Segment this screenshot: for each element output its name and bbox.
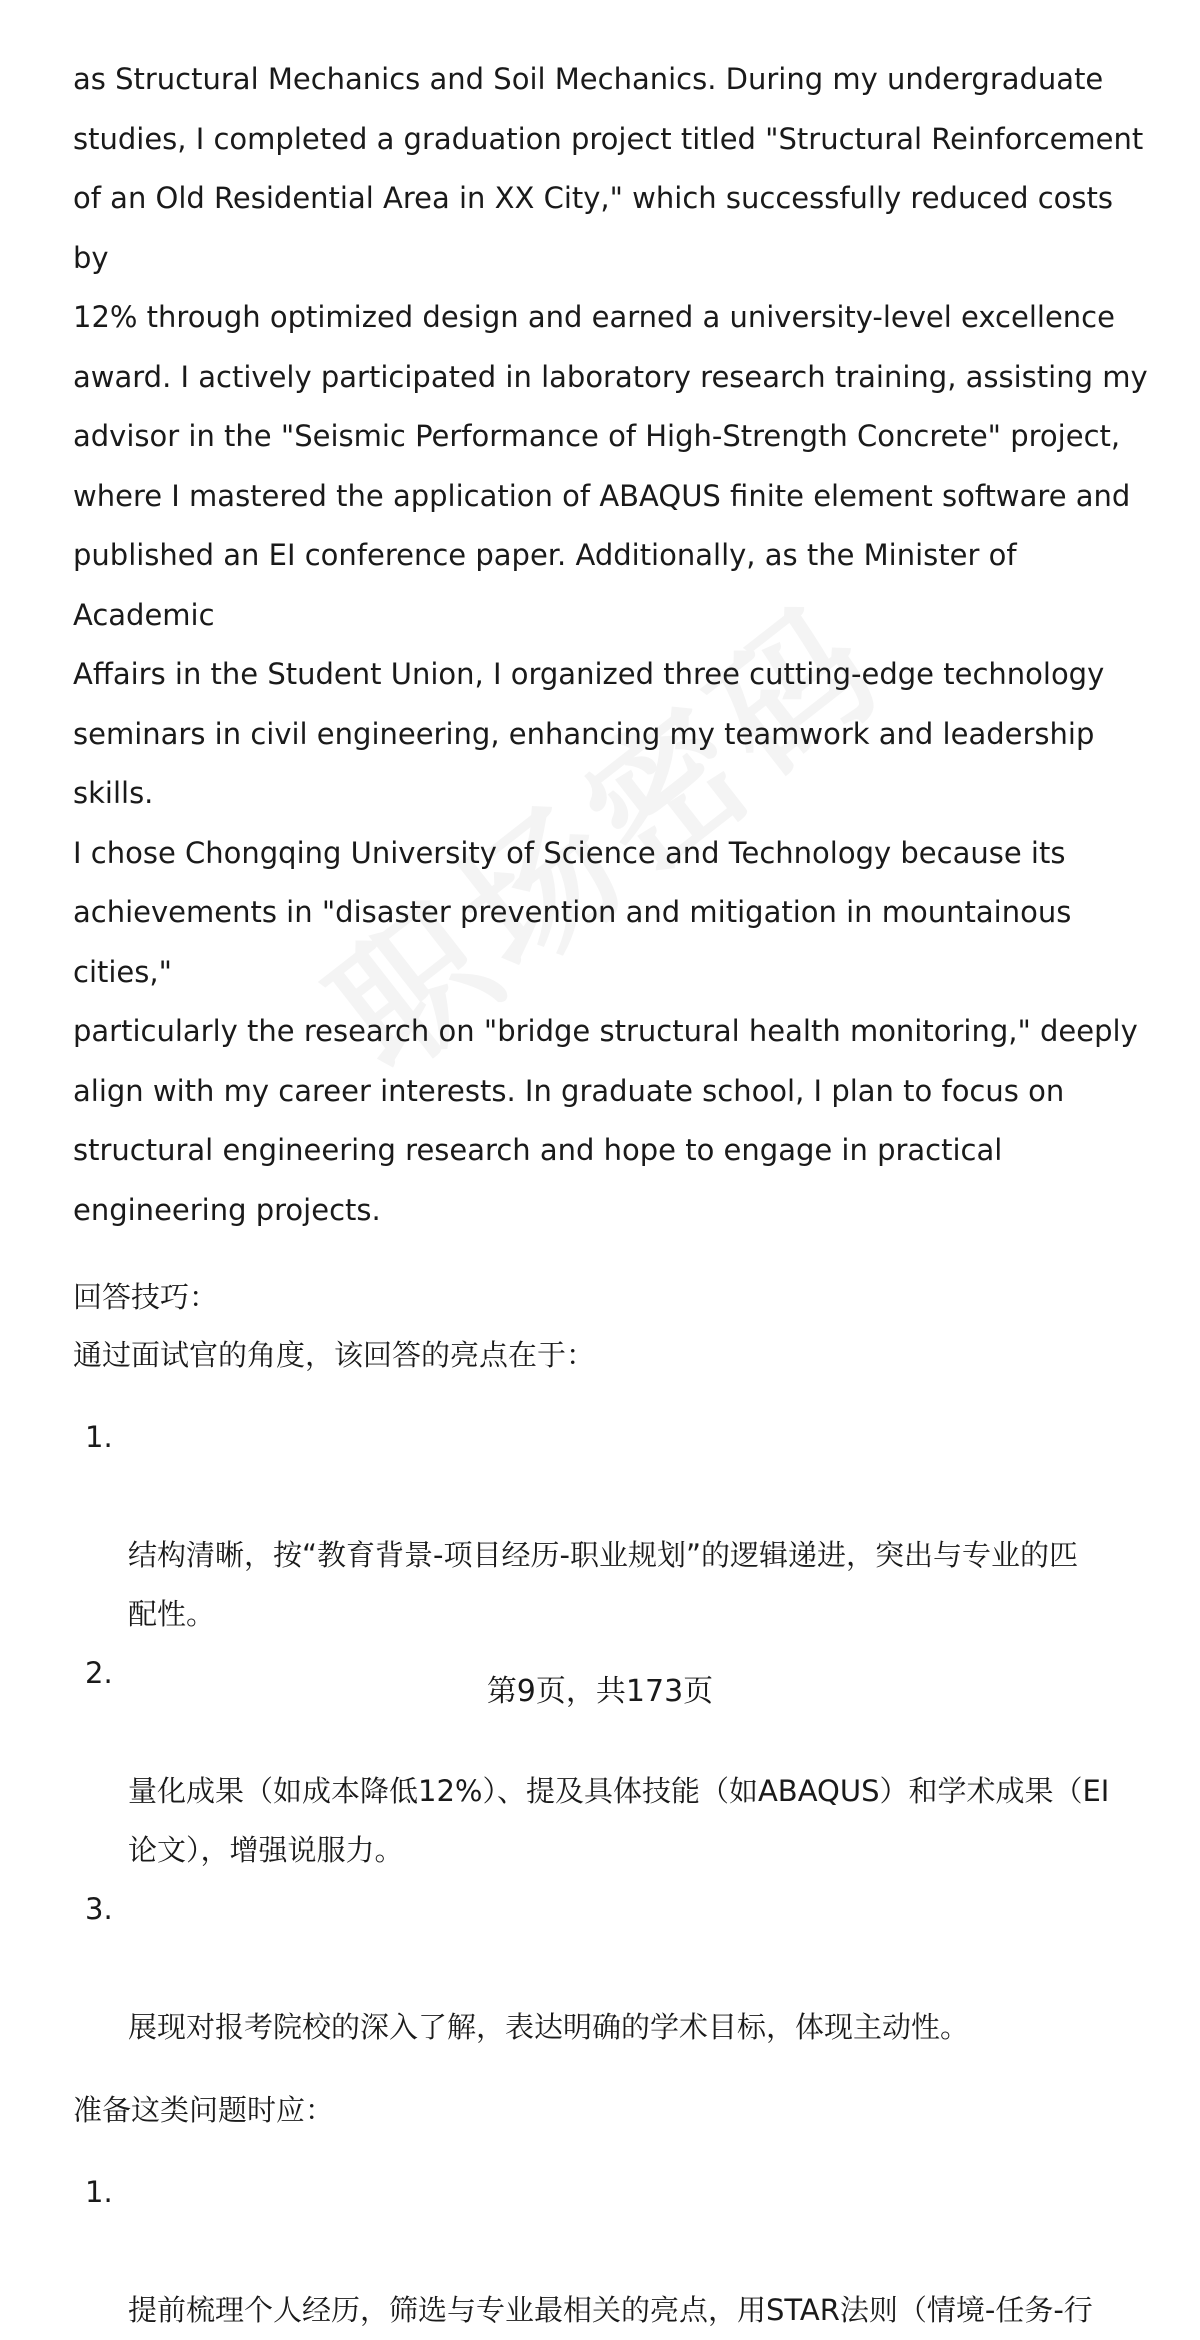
list-item — [73, 1880, 1153, 2057]
list-item-text: 量化成果（如成本降低12%）、提及具体技能（如ABAQUS）和学术成果（EI 论文），增强说服力。 — [128, 1774, 1110, 1867]
list-number: 2. — [85, 1656, 113, 1690]
prep-heading: 准备这类问题时应： — [73, 2093, 335, 2127]
list-item-text: 提前梳理个人经历，筛选与专业最相关的亮点，用STAR法则（情境-任务-行 — [128, 2293, 1093, 2327]
list-item — [73, 1408, 1153, 1644]
list-item-text: 结构清晰，按“教育背景-项目经历-职业规划”的逻辑递进，突出与专业的匹 配性。 — [128, 1538, 1078, 1631]
body-paragraph: as Structural Mechanics and Soil Mechanics. During my undergraduate studies, I completed a graduation project titled "Structural Reinforcement of an Old Residential Area in XX City," which successfully reduced costs by 12% through optimized design and earned a university-level excellence award. I actively participated in laboratory research training, assisting my advisor in the "Seismic Performance of High-Strength Concrete" project, where I mastered the application of ABAQUS finite element software and published an EI conference paper. Additionally, as the Minister of Academic Affairs in the Student Union, I organized three cutting-edge technology seminars in civil engineering, enhancing my teamwork and leadership skills. I chose Chongqing University of Science and Technology because its achievements in "disaster prevention and mitigation in mountainous cities," particularly the research on "bridge structural health monitoring," deeply align with my career interests. In graduate school, I plan to focus on structural engineering research and hope to engage in practical engineering projects. — [73, 62, 1148, 1227]
list-number: 3. — [85, 1892, 113, 1926]
highlights-list — [73, 1408, 1153, 2057]
list-item-text: 展现对报考院校的深入了解，表达明确的学术目标，体现主动性。 — [128, 2010, 970, 2044]
document-page — [73, 50, 1153, 2340]
prep-list — [73, 2163, 1153, 2340]
tips-intro: 通过面试官的角度，该回答的亮点在于： — [73, 1338, 596, 1372]
list-number: 1. — [85, 1420, 113, 1454]
list-item — [73, 2163, 1153, 2340]
tips-heading: 回答技巧： — [73, 1280, 219, 1314]
list-number: 1. — [85, 2175, 113, 2209]
page-footer: 第9页，共173页 — [486, 1674, 714, 1709]
